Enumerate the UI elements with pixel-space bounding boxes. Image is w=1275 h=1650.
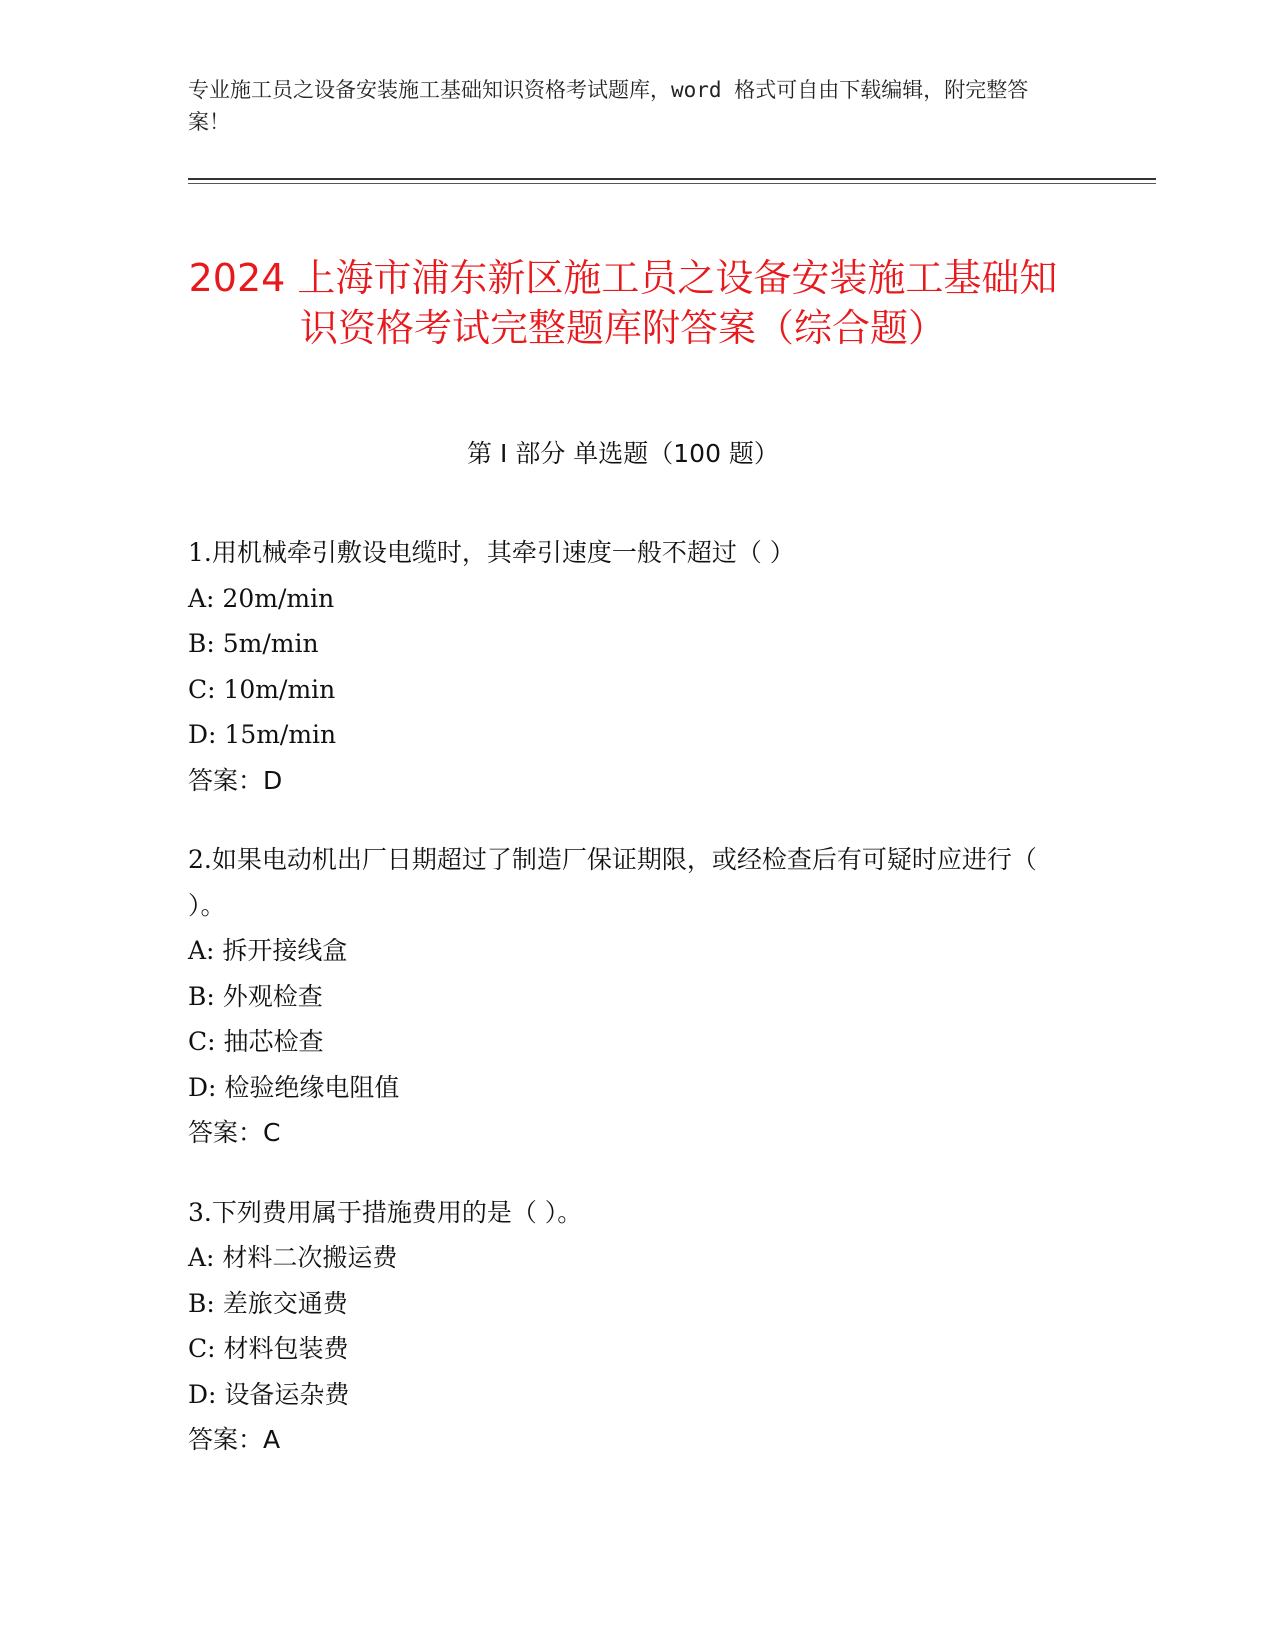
option-d: D: 15m/min bbox=[188, 720, 337, 749]
header-divider-thick bbox=[188, 178, 1156, 180]
answer: 答案：A bbox=[188, 1425, 281, 1454]
question-text: 1.用机械牵引敷设电缆时，其牵引速度一般不超过（ ） bbox=[188, 538, 795, 567]
option-c: C: 材料包装费 bbox=[188, 1334, 349, 1363]
option-a: A: 材料二次搬运费 bbox=[188, 1243, 398, 1272]
option-b: B: 外观检查 bbox=[188, 981, 323, 1011]
question-2 bbox=[188, 837, 1068, 1156]
option-a: A: 20m/min bbox=[188, 583, 335, 613]
document-title: 2024 上海市浦东新区施工员之设备安装施工基础知识资格考试完整题库附答案（综合题） bbox=[188, 256, 1058, 351]
option-d: D: 检验绝缘电阻值 bbox=[188, 1072, 400, 1102]
question-text: 2.如果电动机出厂日期超过了制造厂保证期限，或经检查后有可疑时应进行（ ）。 bbox=[188, 845, 1037, 920]
header-note: 专业施工员之设备安装施工基础知识资格考试题库，word 格式可自由下载编辑，附完整答案！ bbox=[188, 78, 1029, 134]
option-a: A: 拆开接线盒 bbox=[188, 936, 348, 965]
part-heading: 第 I 部分 单选题（100 题） bbox=[467, 439, 779, 468]
option-b: B: 差旅交通费 bbox=[188, 1288, 348, 1318]
answer: 答案：D bbox=[188, 765, 283, 795]
answer: 答案：C bbox=[188, 1118, 281, 1147]
question-list bbox=[188, 530, 1068, 1497]
option-b: B: 5m/min bbox=[188, 629, 319, 658]
header-divider-thin bbox=[188, 183, 1156, 184]
option-d: D: 设备运杂费 bbox=[188, 1379, 350, 1409]
question-text: 3.下列费用属于措施费用的是（ ）。 bbox=[188, 1197, 583, 1227]
question-3 bbox=[188, 1190, 1068, 1463]
option-c: C: 10m/min bbox=[188, 674, 336, 704]
question-1 bbox=[188, 530, 1068, 803]
option-c: C: 抽芯检查 bbox=[188, 1027, 324, 1056]
